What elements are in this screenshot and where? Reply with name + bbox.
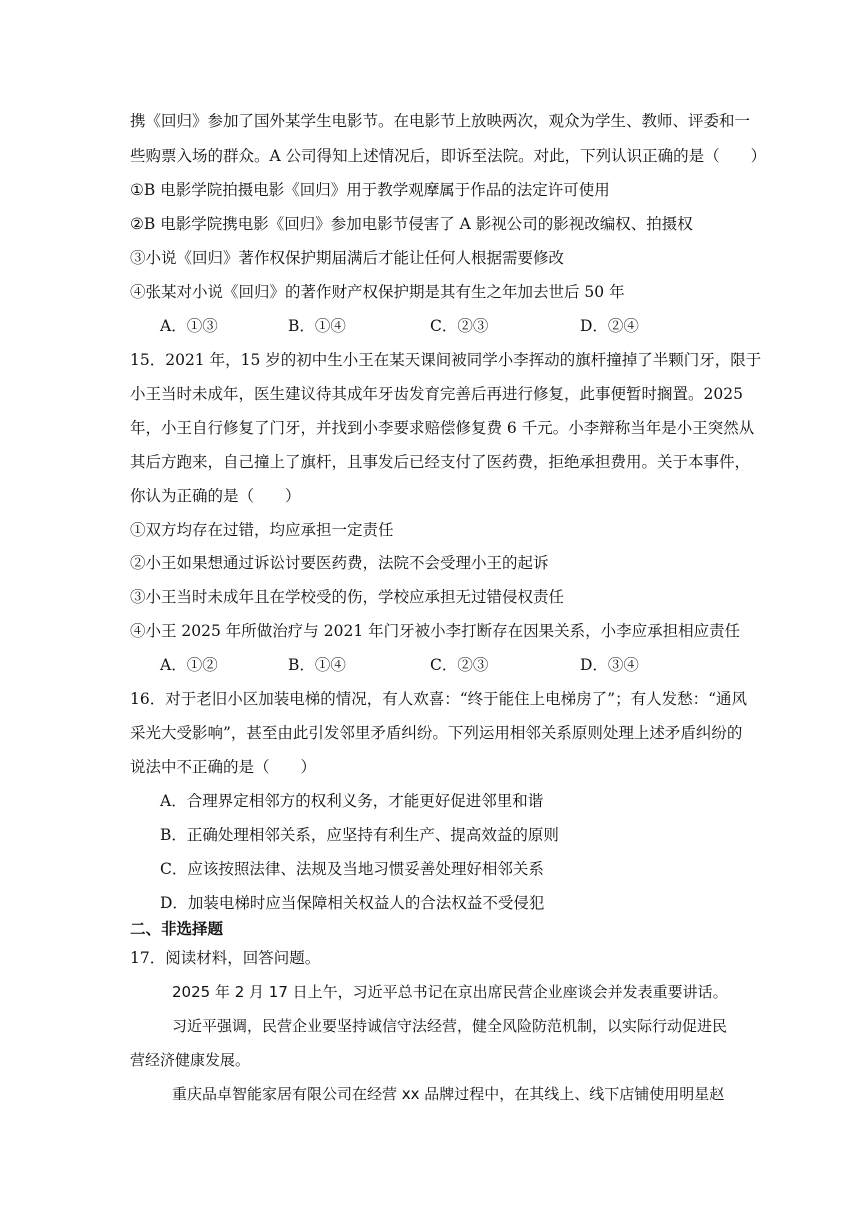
q15-stem-line-3: 年，小王自行修复了门牙，并找到小李要求赔偿修复费 6 千元。小李辩称当年是小王突然从 xyxy=(130,419,755,437)
q15-stem-line-4: 其后方跑来，自己撞上了旗杆，且事发后已经支付了医药费，拒绝承担费用。关于本事件， xyxy=(130,453,751,471)
q15-option-d[interactable]: D．③④ xyxy=(580,656,639,674)
q15-option-a[interactable]: A．①② xyxy=(160,656,218,674)
q15-stem-line-5: 你认为正确的是（ ） xyxy=(130,487,301,505)
q14-statement-3: ③小说《回归》著作权保护期届满后才能让任何人根据需要修改 xyxy=(130,249,565,267)
q14-statement-1: ①B 电影学院拍摄电影《回归》用于教学观摩属于作品的法定许可使用 xyxy=(130,181,610,199)
q14-statement-2: ②B 电影学院携电影《回归》参加电影节侵害了 A 影视公司的影视改编权、拍摄权 xyxy=(130,215,693,233)
q14-stem-line-2: 些购票入场的群众。A 公司得知上述情况后，即诉至法院。对此，下列认识正确的是（ ） xyxy=(130,147,767,165)
q16-stem-line-3: 说法中不正确的是（ ） xyxy=(130,758,317,776)
q15-option-b[interactable]: B．①④ xyxy=(288,656,346,674)
q14-option-d[interactable]: D．②④ xyxy=(580,317,639,335)
q17-stem: 17．阅读材料，回答问题。 xyxy=(130,949,321,967)
q14-stem-line-1: 携《回归》参加了国外某学生电影节。在电影节上放映两次，观众为学生、教师、评委和一 xyxy=(130,112,751,130)
q16-option-d[interactable]: D．加装电梯时应当保障相关权益人的合法权益不受侵犯 xyxy=(160,894,545,912)
q16-stem-line-2: 采光大受影响”，甚至由此引发邻里矛盾纠纷。下列运用相邻关系原则处理上述矛盾纠纷的 xyxy=(130,724,743,742)
q16-option-a[interactable]: A．合理界定相邻方的权利义务，才能更好促进邻里和谐 xyxy=(160,792,544,810)
q17-material-paragraph-3: 重庆品卓智能家居有限公司在经营 xx 品牌过程中，在其线上、线下店铺使用明星赵 xyxy=(172,1085,725,1103)
q15-option-c[interactable]: C．②③ xyxy=(430,656,489,674)
q14-option-a[interactable]: A．①③ xyxy=(160,317,218,335)
q14-option-b[interactable]: B．①④ xyxy=(288,317,346,335)
q17-material-paragraph-2-line-1: 习近平强调，民营企业要坚持诚信守法经营，健全风险防范机制，以实际行动促进民 xyxy=(172,1017,728,1035)
q15-statement-2: ②小王如果想通过诉讼讨要医药费，法院不会受理小王的起诉 xyxy=(130,554,549,572)
q16-stem-line-1: 16．对于老旧小区加装电梯的情况，有人欢喜：“终于能住上电梯房了”；有人发愁：“通风 xyxy=(130,690,747,708)
q15-stem-line-2: 小王当时未成年，医生建议待其成年牙齿发育完善后再进行修复，此事便暂时搁置。2025 xyxy=(130,385,743,403)
q14-statement-4: ④张某对小说《回归》的著作财产权保护期是其有生之年加去世后 50 年 xyxy=(130,283,625,301)
q16-option-b[interactable]: B．正确处理相邻关系，应坚持有利生产、提高效益的原则 xyxy=(160,826,559,844)
q17-material-paragraph-1: 2025 年 2 月 17 日上午，习近平总书记在京出席民营企业座谈会并发表重要讲话。 xyxy=(172,983,728,1001)
q15-statement-3: ③小王当时未成年且在学校受的伤，学校应承担无过错侵权责任 xyxy=(130,588,565,606)
q16-option-c[interactable]: C．应该按照法律、法规及当地习惯妥善处理好相邻关系 xyxy=(160,860,544,878)
q17-material-paragraph-2-line-2: 营经济健康发展。 xyxy=(130,1051,251,1069)
section-heading-non-choice: 二、非选择题 xyxy=(130,919,224,938)
q15-statement-1: ①双方均存在过错，均应承担一定责任 xyxy=(130,521,394,539)
q15-statement-4: ④小王 2025 年所做治疗与 2021 年门牙被小李打断存在因果关系，小李应承担相应责任 xyxy=(130,622,741,640)
q14-option-c[interactable]: C．②③ xyxy=(430,317,489,335)
q15-stem-line-1: 15．2021 年，15 岁的初中生小王在某天课间被同学小李挥动的旗杆撞掉了半颗门牙，限于 xyxy=(130,351,762,369)
